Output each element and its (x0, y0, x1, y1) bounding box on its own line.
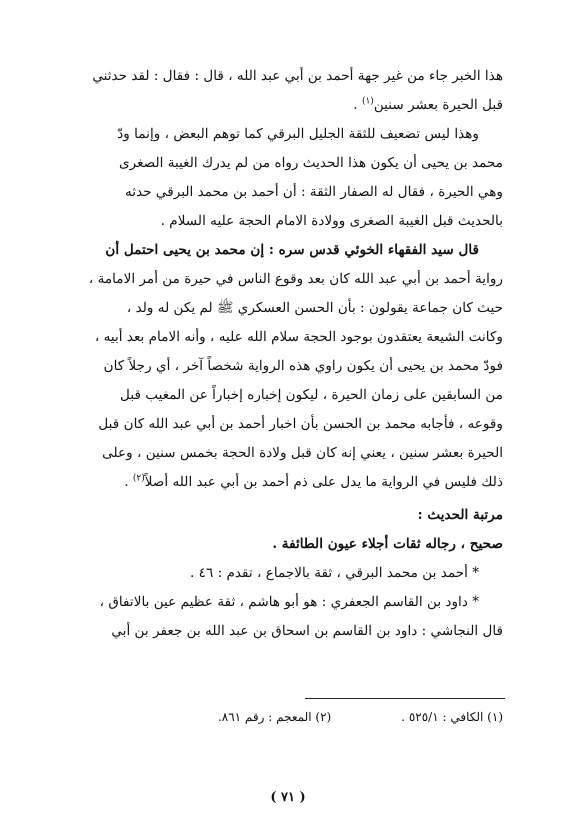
text-line: قال النجاشي : داود بن القاسم بن اسحاق بن عبد الله بن جعفر بن أبي (111, 623, 503, 639)
text-line: الحيرة بعشر سنين ، يعني إنه كان قبل ولادة الحجة بخمس سنين ، وعلى (102, 445, 503, 461)
text-line: وكانت الشيعة يعتقدون بوجود الحجة سلام الله عليه ، وأنه الامام بعد أبيه ، (94, 329, 503, 345)
text-line: محمد بن يحيى أن يكون هذا الحديث رواه من لم يدرك الغيبة الصغرى (118, 155, 503, 171)
footnote-ref-2: (٢) (132, 473, 145, 484)
text-line: من السابقين على زمان الحيرة ، ليكون إخباره إخباراً عن المغيب قبل (120, 387, 503, 403)
text-segment: . (353, 97, 362, 113)
text-line: هذا الخبر جاء من غير جهة أحمد بن أبي عبد الله ، قال : فقال : لقد حدثني (92, 68, 503, 84)
text-line (75, 91, 503, 120)
text-segment: قبل الحيرة بعشر سنين (373, 97, 503, 113)
footnote-1: (١) الكافي : ٥٢٥/١ . (401, 710, 503, 724)
text-segment: . (124, 474, 133, 490)
text-line: وقوعه ، فأجابه محمد بن الحسن بأن اخبار أحمد بن أبي عبد الله كان قبل (98, 416, 503, 432)
footnote-divider (305, 698, 505, 699)
footnotes (75, 708, 503, 726)
text-line: بالحديث قبل الغيبة الصغرى وولادة الامام الحجة عليه السلام . (160, 213, 503, 229)
section-heading: مرتبة الحديث : (417, 507, 503, 523)
text-segment: ذلك فليس في الرواية ما يدل على ذم أحمد بن أبي عبد الله أصلاً (144, 474, 503, 490)
narrator-entry: * أحمد بن محمد البرقي ، ثقة بالاجماع ، تقدم : ٤٦ . (189, 565, 479, 581)
page-number: ( ٧١ ) (270, 790, 306, 805)
footnote-2: (٢) المعجم : رقم ٨٦١. (217, 710, 332, 724)
narrator-entry: * داود بن القاسم الجعفري : هو أبو هاشم ، ثقة عظيم عين بالاتفاق ، (99, 594, 479, 610)
body-text (75, 62, 503, 646)
grade-statement: صحيح ، رجاله ثقات أجلاء عيون الطائفة . (272, 536, 503, 552)
text-line: حيث كان جماعة يقولون : بأن الحسن العسكري ﷺ لم يكن له ولد ، (126, 300, 503, 316)
footnote-ref-1: (١) (361, 96, 374, 107)
text-line: قال سيد الفقهاء الخوئي قدس سره : إن محمد بن يحيى احتمل أن (105, 242, 479, 258)
text-line: وهذا ليس تضعيف للثقة الجليل البرقي كما توهم البعض ، وإنما ودّ (117, 126, 479, 142)
text-line (75, 468, 503, 497)
text-line: رواية أحمد بن أبي عبد الله كان بعد وقوع الناس في حيرة من أمر الامامة ، (88, 271, 503, 287)
text-line: فودّ محمد بن يحيى أن يكون راوي هذه الرواية شخصاً آخر ، أي رجلاً كان (103, 358, 503, 374)
text-line: وهي الحيرة ، فقال له الصفار الثقة : أن أحمد بن محمد البرقي حدثه (125, 184, 503, 200)
